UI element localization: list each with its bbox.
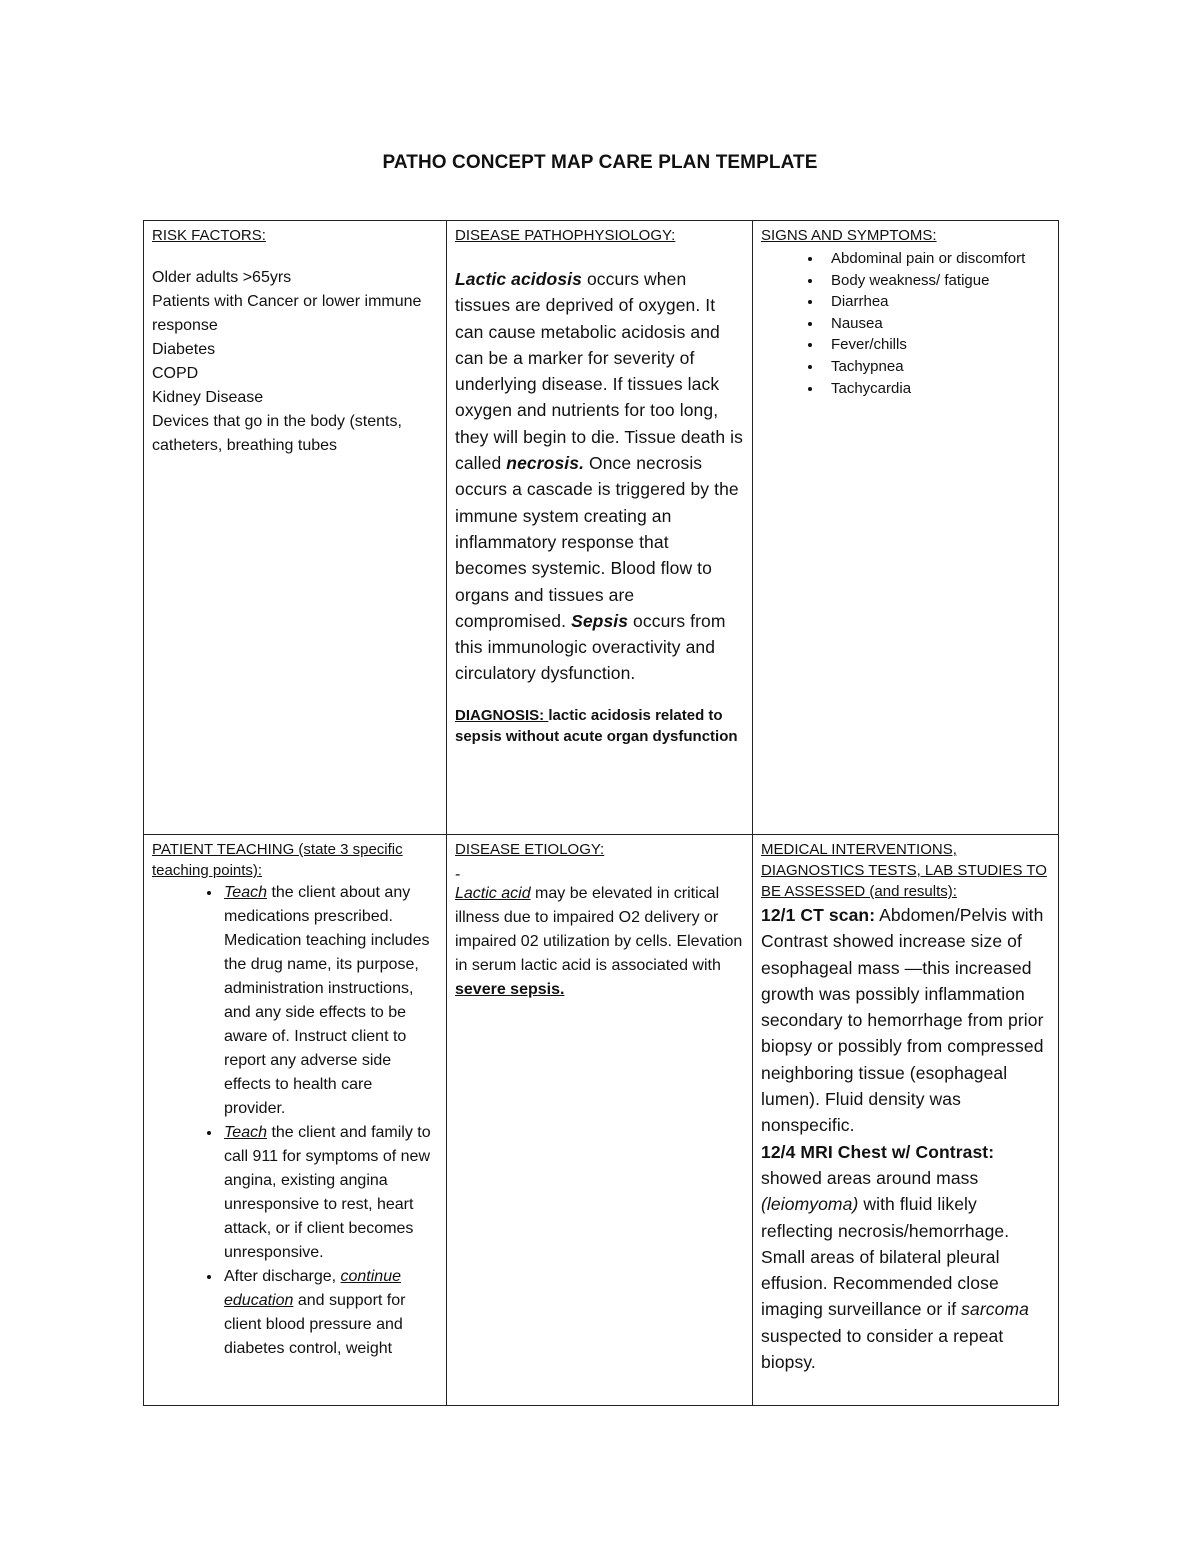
patient-teaching-header: PATIENT TEACHING (state 3 specific teaching points): [152, 841, 403, 879]
risk-factor-item: COPD [152, 365, 199, 382]
etiology-header: DISEASE ETIOLOGY: [455, 841, 605, 858]
etiology-cell [447, 835, 753, 1405]
term-leiomyoma: (leiomyoma) [761, 1194, 859, 1215]
pathophysiology-text: Lactic acidosis occurs when tissues are deprived of oxygen. It can cause metabolic acidosis and can be a marker for severity of underlying disease. If tissues lack oxygen and nutrients for too long, they will begin to die. Tissue death is called necrosis. Once necrosis occurs a cascade is triggered by the immune system creating an inflammatory response that becomes systemic. Blood flow to organs and tissues are compromised. Sepsis occurs from this immunologic overactivity and circulatory dysfunction. [455, 269, 743, 684]
symptom-item: • Body weakness/ fatigue [823, 270, 1050, 292]
diagnosis [455, 705, 744, 747]
risk-factors-cell [144, 221, 447, 835]
symptom-item: • Diarrhea [823, 291, 1050, 313]
page-title: PATHO CONCEPT MAP CARE PLAN TEMPLATE [382, 152, 818, 173]
risk-factor-item: Patients with Cancer or lower immune response [152, 293, 422, 334]
symptom-item: • Tachycardia [823, 378, 1050, 400]
signs-symptoms-list [761, 248, 1050, 399]
term-sepsis: Sepsis [571, 610, 629, 631]
signs-symptoms-cell [753, 221, 1058, 835]
risk-factor-item: Older adults >65yrs [152, 269, 292, 286]
term-sarcoma: sarcoma [961, 1299, 1029, 1320]
interventions-cell [753, 835, 1058, 1405]
term-lactic-acid: Lactic acid [455, 885, 531, 902]
term-lactic-acidosis: Lactic acidosis [455, 269, 582, 289]
diagnosis-label: DIAGNOSIS: [455, 706, 549, 724]
signs-symptoms-header: SIGNS AND SYMPTOMS: [761, 227, 937, 244]
risk-factors-list [152, 266, 438, 458]
symptom-item: • Fever/chills [823, 334, 1050, 356]
risk-factors-header: RISK FACTORS: [152, 227, 266, 244]
risk-factor-item: Devices that go in the body (stents, catheters, breathing tubes [152, 413, 402, 454]
diagnosis-text: lactic acidosis related to sepsis without acute organ dysfunction [455, 706, 738, 745]
patient-teaching-cell [144, 835, 447, 1405]
care-plan-table [143, 220, 1059, 1406]
ct-scan-result: 12/1 CT scan: Abdomen/Pelvis with Contrast showed increase size of esophageal mass —this increased growth was possibly inflammation secondary to hemorrhage from prior biopsy or possibly from compressed neighboring tissue (esophageal lumen). Fluid density was nonspecific. [761, 905, 1044, 1136]
teaching-point: • Teach the client and family to call 911 for symptoms of new angina, existing angina unresponsive to rest, heart attack, or if client becomes unresponsive. [222, 1121, 438, 1265]
teaching-point: • Teach the client about any medications prescribed. Medication teaching includes the drug name, its purpose, administration instructions, and any side effects to be aware of. Instruct client to report any adverse side effects to health care provider. [222, 881, 438, 1121]
teaching-point: • After discharge, continue education and support for client blood pressure and diabetes control, weight [222, 1265, 438, 1361]
risk-factor-item: Diabetes [152, 341, 216, 358]
mri-label: 12/4 MRI Chest w/ Contrast: [761, 1141, 995, 1162]
risk-factor-item: Kidney Disease [152, 389, 264, 406]
symptom-item: • Nausea [823, 313, 1050, 335]
symptom-item: • Abdominal pain or discomfort [823, 248, 1050, 270]
pathophysiology-header: DISEASE PATHOPHYSIOLOGY: [455, 227, 676, 244]
interventions-header: MEDICAL INTERVENTIONS, DIAGNOSTICS TESTS, LAB STUDIES TO BE ASSESSED (and results): [761, 841, 1047, 900]
etiology-dash: - [455, 866, 461, 883]
symptom-item: • Tachypnea [823, 356, 1050, 378]
pathophysiology-cell [447, 221, 753, 835]
ct-scan-label: 12/1 CT scan: [761, 905, 876, 925]
teaching-points-list [152, 881, 438, 1361]
mri-result: 12/4 MRI Chest w/ Contrast: showed areas around mass (leiomyoma) with fluid likely reflecting necrosis/hemorrhage. Small areas of bilateral pleural effusion. Recommended close imaging surveillance or if sarcoma suspected to consider a repeat biopsy. [761, 1141, 1029, 1373]
term-severe-sepsis: severe sepsis. [455, 981, 565, 998]
term-necrosis: necrosis. [506, 453, 585, 474]
etiology-text: Lactic acid may be elevated in critical illness due to impaired O2 delivery or impaired 02 utilization by cells. Elevation in serum lactic acid is associated with severe sepsis. [455, 885, 743, 998]
